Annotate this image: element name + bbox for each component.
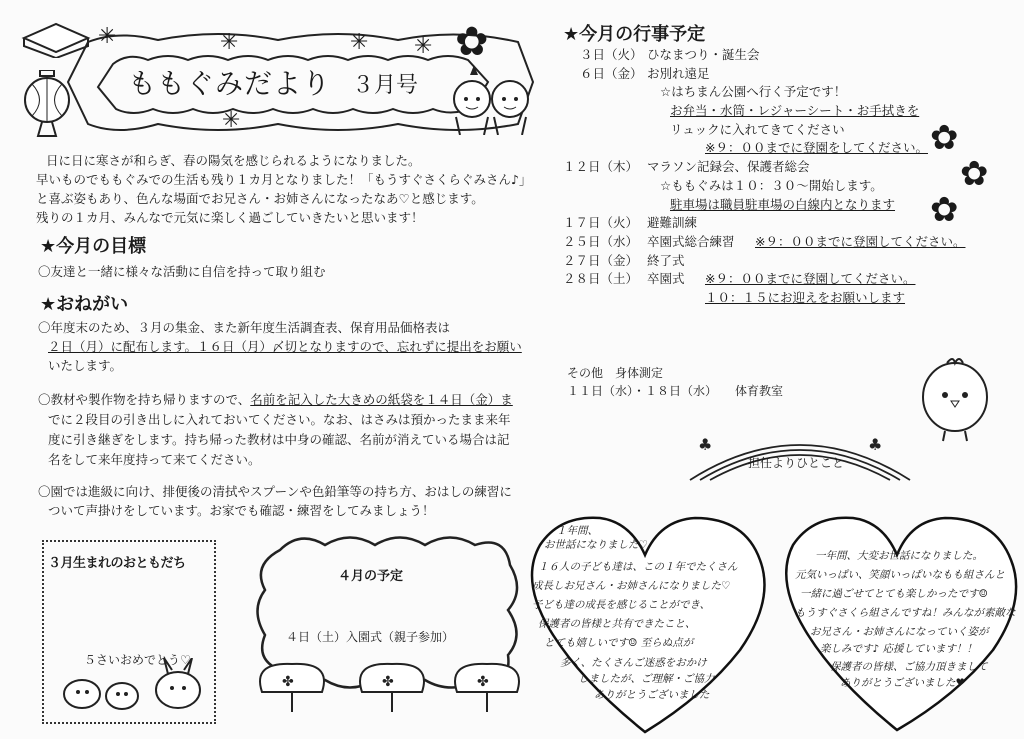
star-sparkle-icon: ✳ bbox=[222, 108, 241, 133]
goal-text: 〇友達と一緒に様々な活動に自信を持って取り組む bbox=[38, 264, 326, 279]
schedule-heading: ★今月の行事予定 bbox=[563, 24, 706, 45]
star-sparkle-icon: ✳ bbox=[220, 30, 239, 55]
star-sparkle-icon: ✳ bbox=[414, 34, 433, 59]
message-1-line: 保護者の皆様と共有できたこと、 bbox=[538, 618, 696, 630]
schedule-date: ２５日（水） bbox=[563, 233, 639, 249]
excursion-note-1: ☆はちまん公園へ行く予定です！ bbox=[660, 84, 847, 100]
distribution-date: ２日（月）に配布します。 bbox=[48, 339, 198, 354]
plum-flowers-icon: ✿ ✿ ✿ bbox=[930, 118, 989, 230]
message-2-line: 元気いっぱい、笑顔いっぱいなもも組さんと bbox=[795, 569, 1005, 581]
hishimochi-icon bbox=[20, 18, 92, 62]
schedule-event: 終了式 bbox=[647, 252, 685, 268]
schedule-event: 避難訓練 bbox=[647, 215, 698, 231]
message-1-line: １６人の子ども達は、この１年でたくさん bbox=[538, 561, 738, 573]
april-event: ４日（土）入園式（親子参加） bbox=[286, 630, 455, 644]
lantern-icon bbox=[22, 70, 72, 144]
request-2-line-1 bbox=[38, 390, 513, 409]
intro-line-1: 日に日に寒さが和らぎ、春の陽気を感じられるようになりました。 bbox=[46, 153, 421, 168]
message-1-line: ありがとうございました bbox=[594, 689, 710, 701]
birthday-greeting: ５さいおめでとう♡ bbox=[84, 653, 191, 667]
tulip-flowers-icon bbox=[252, 652, 542, 716]
message-1-line: しましたが、ご理解・ご協力 bbox=[578, 673, 715, 685]
schedule-row bbox=[563, 233, 995, 252]
other-dates: １１日（水）・１８日（水） 体育教室 bbox=[567, 384, 784, 398]
schedule-date: ２７日（金） bbox=[563, 252, 639, 268]
request-1-line-3: いたします。 bbox=[48, 358, 123, 373]
schedule-date: ３日（火） bbox=[580, 47, 643, 62]
schedule-date: １７日（火） bbox=[563, 215, 639, 231]
paper-bag-note: 名前を記入した大きめの紙袋を１４日（金）ま bbox=[250, 392, 513, 407]
schedule-event: ひなまつり・誕生会 bbox=[647, 47, 760, 62]
schedule-row bbox=[575, 46, 995, 65]
excursion-note-3: リュックに入れてきてください bbox=[670, 121, 845, 137]
request-3-line-1: 〇園では進級に向け、排便後の清拭やスプーンや色鉛筆等の持ち方、おはしの練習に bbox=[38, 484, 512, 499]
schedule-event: お別れ遠足 bbox=[647, 65, 710, 81]
schedule-row bbox=[563, 270, 995, 289]
birthday-animals-icon bbox=[60, 658, 210, 718]
svg-text:✤: ✤ bbox=[382, 674, 394, 690]
message-2-line: もうすぐさくら組さんですね！みんなが素敵な bbox=[795, 607, 1016, 619]
goal-heading: ★今月の目標 bbox=[40, 236, 147, 257]
requests-heading: ★おねがい bbox=[40, 294, 129, 315]
issue-month: ３月号 bbox=[352, 73, 419, 98]
svg-text:♣: ♣ bbox=[868, 435, 883, 454]
schedule-event: マラソン記録会、保護者総会 bbox=[647, 159, 810, 175]
other-label: その他 身体測定 bbox=[567, 366, 664, 380]
deadline-date: １６日（月）〆切となりますので、忘れずに提出をお願い bbox=[197, 339, 522, 354]
intro-line-2: 早いものでももぐみでの生活も残り１カ月となりました！「もうすぐさくらぐみさん♪」 bbox=[36, 172, 532, 187]
star-sparkle-icon: ✳ bbox=[350, 30, 369, 55]
message-1-line: 多く、たくさんご迷惑をおかけ bbox=[560, 657, 707, 669]
pickup-note: １０：１５にお迎えをお願いします bbox=[705, 289, 906, 305]
schedule-note: ※９：００までに登園してください。 bbox=[755, 233, 966, 249]
schedule-row bbox=[563, 252, 995, 271]
april-title: ４月の予定 bbox=[338, 569, 404, 584]
excursion-note-2: お弁当・水筒・レジャーシート・お手拭きを bbox=[670, 103, 920, 119]
marathon-note-1: ☆ももぐみは１０：３０～開始します。 bbox=[660, 177, 883, 193]
message-1-line: お世話になりました♡ bbox=[544, 539, 648, 551]
birthday-title: ３月生まれのおともだち bbox=[48, 556, 186, 571]
message-2-line: 楽しみです♪ 応援しています！！ bbox=[820, 643, 978, 655]
svg-text:✤: ✤ bbox=[477, 674, 489, 690]
svg-text:✤: ✤ bbox=[282, 674, 294, 690]
schedule-date: １２日（木） bbox=[563, 159, 639, 175]
message-1-line: 成長しお兄さん・お姉さんになりました♡ bbox=[532, 580, 731, 592]
intro-line-4: 残りの１カ月、みんなで元気に楽しく過ごしていきたいと思います！ bbox=[36, 210, 424, 225]
intro-line-3: と喜ぶ姿もあり、色んな場面でお兄さん・お姉さんになったなあ♡と感じます。 bbox=[36, 191, 484, 206]
message-2-line: 一年間、大変お世話になりました。 bbox=[815, 550, 983, 562]
message-1-line: １年間、 bbox=[556, 525, 598, 537]
schedule-date: ６日（金） bbox=[580, 65, 643, 81]
schedule-event: 卒園式 bbox=[647, 271, 685, 287]
schedule-event: 卒園式総合練習 bbox=[647, 233, 735, 249]
message-1-line: 子ども達の成長を感じることができ、 bbox=[532, 599, 711, 611]
request-2-line-2: でに２段目の引き出しに入れておいてください。なお、はさみは預かったまま来年 bbox=[48, 412, 511, 427]
request-3-line-2: ついて声掛けをしています。お家でも確認・練習をしてみましょう！ bbox=[48, 503, 435, 518]
request-2-line-4: 名をして来年度持って来てください。 bbox=[48, 452, 261, 467]
request-1-line-1: 〇年度末のため、３月の集金、また新年度生活調査表、保育用品価格表は bbox=[38, 320, 451, 335]
flower-icon: ✿ bbox=[455, 19, 489, 65]
schedule-date: ２８日（土） bbox=[563, 271, 639, 287]
excursion-note-4: ※９：００までに登園をしてください。 bbox=[705, 140, 928, 156]
teacher-title: 担任よりひとこと bbox=[748, 456, 845, 470]
request-2-line-3: 度に引き継ぎをします。持ち帰った教材は中身の確認、名前が消えている場合は記 bbox=[48, 432, 510, 447]
chick-icon bbox=[915, 355, 995, 449]
request-1-line-2 bbox=[48, 337, 522, 356]
hina-dolls-icon bbox=[440, 65, 540, 139]
schedule-note: ※９：００までに登園してください。 bbox=[705, 271, 916, 287]
request-2-text: 〇教材や製作物を持ち帰りますので、 bbox=[38, 392, 251, 407]
marathon-note-2: 駐車場は職員駐車場の白線内となります bbox=[670, 196, 896, 212]
newsletter-title: ももぐみだより bbox=[128, 67, 332, 100]
message-1-line: とても嬉しいです☺ 至らぬ点が bbox=[544, 637, 694, 649]
message-2-line: ありがとうございました♥ bbox=[840, 677, 965, 689]
heart-message-2 bbox=[775, 510, 1020, 736]
star-sparkle-icon: ✳ bbox=[98, 24, 117, 49]
svg-text:♣: ♣ bbox=[698, 435, 713, 454]
schedule-row bbox=[575, 65, 995, 84]
message-2-line: 保護者の皆様、ご協力頂きまして bbox=[830, 661, 988, 673]
message-2-line: お兄さん・お姉さんになっていく姿が bbox=[810, 626, 989, 638]
message-2-line: 一緒に過ごせてとても楽しかったです☺ bbox=[800, 588, 988, 600]
